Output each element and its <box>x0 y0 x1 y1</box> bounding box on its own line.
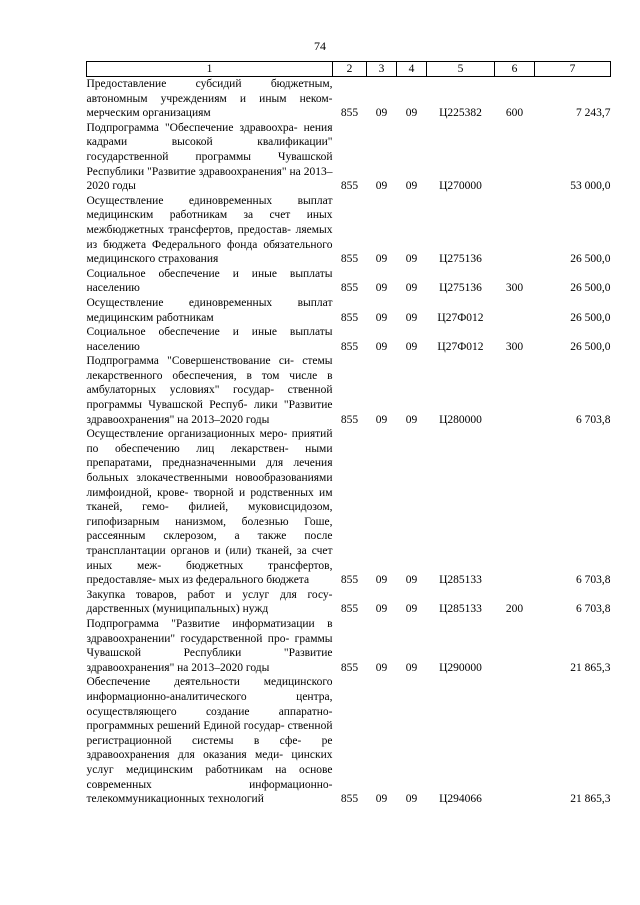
row-amount: 6 703,8 <box>576 603 611 616</box>
row-expense-type <box>495 121 535 194</box>
row-name: Предоставление субсидий бюджетным, автономным учреждениям и иным неком- мерческим организациям <box>86 78 333 120</box>
row-expense-type <box>495 296 535 325</box>
table-row <box>87 354 611 427</box>
row-subsection: 09 <box>405 574 418 587</box>
row-expense-type: 600 <box>505 107 524 120</box>
row-target-code: Ц275136 <box>439 282 482 295</box>
row-section: 09 <box>375 340 388 353</box>
row-target-code: Ц290000 <box>439 661 482 674</box>
row-section: 09 <box>375 793 388 806</box>
row-admin-code: 855 <box>340 282 359 295</box>
row-name: Социальное обеспечение и иные выплаты населению <box>86 326 333 353</box>
row-subsection: 09 <box>405 793 418 806</box>
row-amount: 21 865,3 <box>570 793 611 806</box>
row-expense-type <box>495 675 535 806</box>
row-amount: 26 500,0 <box>570 340 611 353</box>
row-section: 09 <box>375 413 388 426</box>
row-section: 09 <box>375 311 388 324</box>
row-amount: 7 243,7 <box>576 107 611 120</box>
row-name: Осуществление организационных меро- приятий по обеспечению лиц лекарствен- ными препаратами, предназначенными для лечения больных злокачественными новообразованиями лимфоидной, крове- творной и родственных им тканей, гемо- филией, муковисцидозом, гипофизарным нанизмом, болезнью Гоше, рассеянным склерозом, а также после трансплантации органов и (или) тканей, за счет иных меж- бюджетных трансфертов, предоставляе- мых из федерального бюджета <box>86 428 333 587</box>
page-number: 74 <box>314 39 326 53</box>
row-target-code: Ц270000 <box>439 180 482 193</box>
table-row <box>87 617 611 675</box>
row-subsection: 09 <box>405 107 418 120</box>
header-col-4: 4 <box>397 62 427 77</box>
row-target-code: Ц285133 <box>439 603 482 616</box>
row-name: Подпрограмма "Развитие информатизации в здравоохранении" государственной про- граммы Чувашской Республики "Развитие здравоохранения" на 2013–2020 годы <box>86 617 333 674</box>
row-section: 09 <box>375 574 388 587</box>
row-expense-type <box>495 617 535 675</box>
row-name: Осуществление единовременных выплат медицинским работникам <box>86 296 333 324</box>
row-section: 09 <box>375 282 388 295</box>
row-amount: 6 703,8 <box>576 413 611 426</box>
table-row <box>87 675 611 806</box>
row-expense-type <box>495 427 535 588</box>
table-row <box>87 267 611 296</box>
budget-table <box>86 61 611 807</box>
row-subsection: 09 <box>405 340 418 353</box>
row-amount: 53 000,0 <box>570 180 611 193</box>
table-row <box>87 427 611 588</box>
row-admin-code: 855 <box>340 107 359 120</box>
row-amount: 21 865,3 <box>570 661 611 674</box>
row-subsection: 09 <box>405 282 418 295</box>
table-row <box>87 588 611 617</box>
table-header-row <box>87 62 611 77</box>
row-subsection: 09 <box>405 253 418 266</box>
header-col-2: 2 <box>333 62 367 77</box>
row-name: Социальное обеспечение и иные выплаты населению <box>86 267 333 295</box>
row-expense-type: 300 <box>505 282 524 295</box>
header-col-5: 5 <box>427 62 495 77</box>
row-admin-code: 855 <box>340 574 359 587</box>
row-subsection: 09 <box>405 311 418 324</box>
row-target-code: Ц285133 <box>439 574 482 587</box>
row-subsection: 09 <box>405 661 418 674</box>
row-admin-code: 855 <box>340 311 359 324</box>
row-section: 09 <box>375 603 388 616</box>
row-target-code: Ц294066 <box>439 793 482 806</box>
row-subsection: 09 <box>405 603 418 616</box>
row-expense-type <box>495 354 535 427</box>
row-expense-type <box>495 194 535 267</box>
row-subsection: 09 <box>405 413 418 426</box>
row-admin-code: 855 <box>340 253 359 266</box>
row-expense-type: 200 <box>505 603 524 616</box>
row-target-code: Ц27Ф012 <box>437 340 484 353</box>
table-row <box>87 77 611 121</box>
table-row <box>87 194 611 267</box>
row-expense-type: 300 <box>505 340 524 353</box>
row-amount: 26 500,0 <box>570 282 611 295</box>
row-name: Подпрограмма "Обеспечение здравоохра- нения кадрами высокой квалификации" государственной программы Чувашской Республики "Развитие здравоохранения" на 2013–2020 годы <box>86 121 333 193</box>
row-amount: 26 500,0 <box>570 253 611 266</box>
table-row <box>87 325 611 354</box>
row-amount: 26 500,0 <box>570 311 611 324</box>
row-target-code: Ц225382 <box>439 107 482 120</box>
row-admin-code: 855 <box>340 793 359 806</box>
row-amount: 6 703,8 <box>576 574 611 587</box>
row-admin-code: 855 <box>340 413 359 426</box>
row-name: Обеспечение деятельности медицинского информационно-аналитического центра, осуществляющего создание аппаратно- программных решений Единой государ- ственной регистрационной системы в сфе- ре здравоохранения для оказания меди- цинских услуг медицинским работникам на основе современных информационно- телекоммуникационных технологий <box>86 676 333 806</box>
table-row <box>87 296 611 325</box>
row-subsection: 09 <box>405 180 418 193</box>
header-col-3: 3 <box>367 62 397 77</box>
row-target-code: Ц27Ф012 <box>437 311 484 324</box>
row-target-code: Ц275136 <box>439 253 482 266</box>
row-admin-code: 855 <box>340 603 359 616</box>
table-row <box>87 121 611 194</box>
row-name: Закупка товаров, работ и услуг для госу- дарственных (муниципальных) нужд <box>86 588 333 616</box>
row-section: 09 <box>375 253 388 266</box>
header-col-1: 1 <box>87 62 333 77</box>
row-target-code: Ц280000 <box>439 413 482 426</box>
row-section: 09 <box>375 661 388 674</box>
row-section: 09 <box>375 107 388 120</box>
row-admin-code: 855 <box>340 340 359 353</box>
header-col-7: 7 <box>535 62 611 77</box>
row-name: Осуществление единовременных выплат медицинским работникам за счет иных межбюджетных трансфертов, предостав- ляемых из бюджета Федерального фонда обязательного медицинского страхования <box>86 194 333 266</box>
row-admin-code: 855 <box>340 661 359 674</box>
row-admin-code: 855 <box>340 180 359 193</box>
header-col-6: 6 <box>495 62 535 77</box>
row-section: 09 <box>375 180 388 193</box>
row-name: Подпрограмма "Совершенствование си- стемы лекарственного обеспечения, в том числе в амбулаторных условиях" государ- ственной программы Чувашской Респуб- лики "Развитие здравоохранения" на 2013–2020 годы <box>86 355 333 426</box>
